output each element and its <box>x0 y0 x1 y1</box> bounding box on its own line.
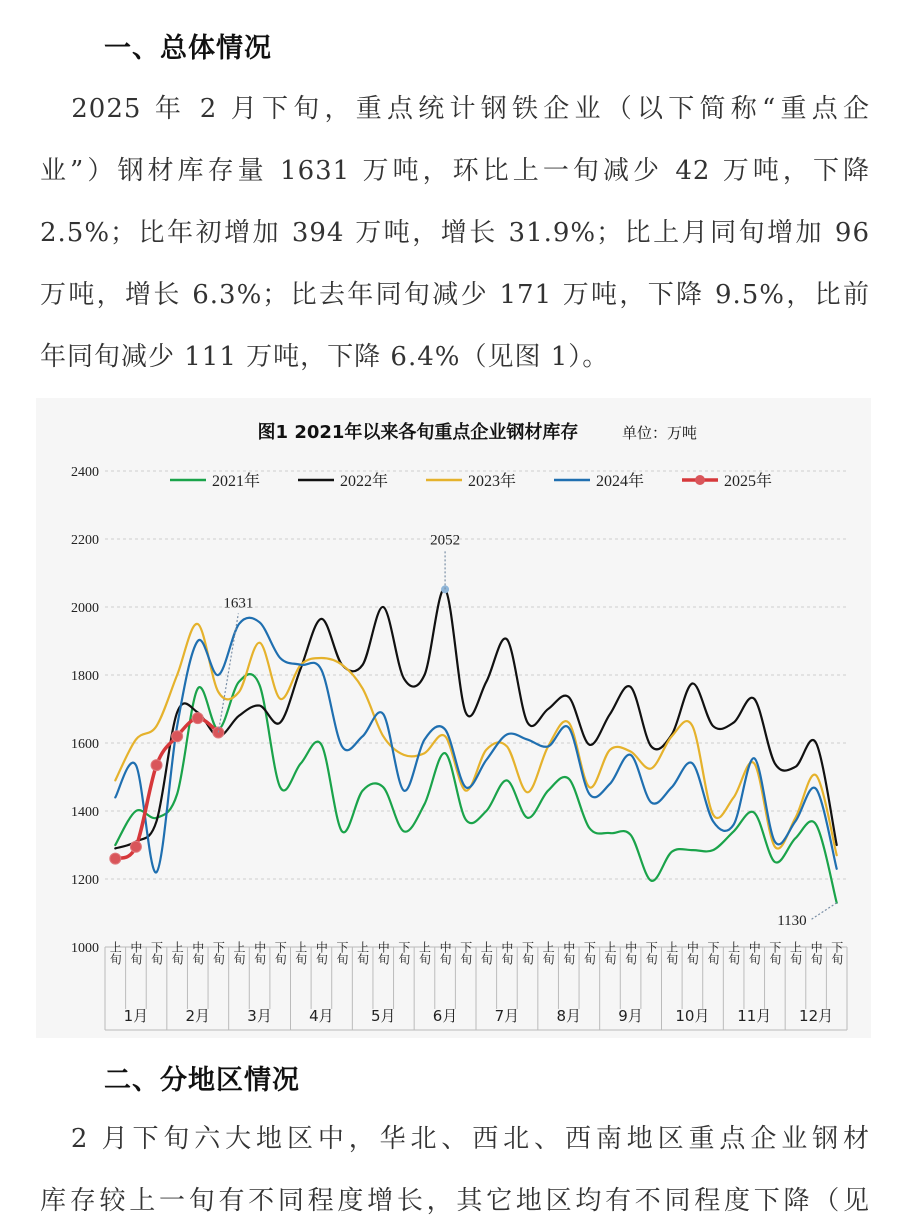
legend-label: 2024年 <box>596 473 645 490</box>
annotation-label: 1130 <box>777 912 807 929</box>
x-sub-label: 下旬 <box>767 941 782 965</box>
x-month-label: 7月 <box>494 1007 520 1025</box>
x-month-label: 12月 <box>799 1007 834 1025</box>
x-month-label: 8月 <box>556 1007 582 1025</box>
legend-label: 2021年 <box>212 473 261 490</box>
x-sub-label: 下旬 <box>582 941 597 965</box>
x-month-label: 6月 <box>432 1007 458 1025</box>
x-month-label: 10月 <box>675 1007 710 1025</box>
y-tick-label: 2200 <box>71 533 99 548</box>
x-sub-label: 上旬 <box>664 941 679 965</box>
y-tick-label: 1200 <box>71 873 99 888</box>
y-tick-label: 1400 <box>71 805 99 820</box>
x-sub-label: 中旬 <box>623 941 638 965</box>
chart-unit: 单位：万吨 <box>622 424 698 442</box>
x-sub-label: 中旬 <box>252 941 267 965</box>
chart-series-lines <box>115 589 836 903</box>
x-sub-label: 中旬 <box>128 941 143 965</box>
x-sub-label: 下旬 <box>458 941 473 965</box>
y-axis <box>71 465 99 956</box>
x-month-label: 4月 <box>309 1007 334 1025</box>
x-sub-label: 下旬 <box>396 941 411 965</box>
x-month-label: 1月 <box>123 1007 149 1025</box>
series-point-2025 <box>110 853 121 864</box>
y-tick-label: 2000 <box>71 601 99 616</box>
paragraph-line: 年同旬减少 111 万吨，下降 6.4%（见图 1）。 <box>40 342 610 372</box>
x-sub-label: 下旬 <box>829 941 844 965</box>
x-month-label: 2月 <box>185 1007 211 1025</box>
chart-title: 图1 2021年以来各旬重点企业钢材库存 <box>257 422 579 443</box>
x-sub-label: 上旬 <box>108 941 123 965</box>
x-sub-label: 下旬 <box>211 941 226 965</box>
paragraph-line: 万吨，增长 6.3%；比去年同旬减少 171 万吨，下降 9.5%，比前 <box>40 280 870 310</box>
x-sub-label: 上旬 <box>541 941 556 965</box>
x-sub-label: 上旬 <box>788 941 803 965</box>
legend-label: 2025年 <box>724 473 773 490</box>
paragraph-line: 业”）钢材库存量 1631 万吨，环比上一旬减少 42 万吨，下降 <box>40 156 870 186</box>
x-month-label: 11月 <box>737 1007 772 1025</box>
legend-label: 2022年 <box>340 473 389 490</box>
inventory-chart-figure <box>36 398 871 1038</box>
paragraph-line: 2025 年 2 月下旬，重点统计钢铁企业（以下简称“重点企 <box>40 94 870 124</box>
paragraph-line: 2 月下旬六大地区中，华北、西北、西南地区重点企业钢材 <box>40 1124 870 1154</box>
x-sub-label: 上旬 <box>355 941 370 965</box>
x-sub-label: 中旬 <box>499 941 514 965</box>
x-sub-label: 上旬 <box>726 941 741 965</box>
x-axis <box>105 940 847 1030</box>
x-sub-label: 上旬 <box>417 941 432 965</box>
x-sub-label: 上旬 <box>293 941 308 965</box>
x-sub-label: 下旬 <box>644 941 659 965</box>
x-sub-label: 下旬 <box>273 941 288 965</box>
section1-paragraph <box>40 78 870 388</box>
y-tick-label: 2400 <box>71 465 99 480</box>
x-sub-label: 下旬 <box>335 941 350 965</box>
series-point-2025 <box>172 731 183 742</box>
y-tick-label: 1000 <box>71 941 99 956</box>
x-sub-label: 下旬 <box>520 941 535 965</box>
legend-marker <box>695 475 705 485</box>
x-sub-label: 上旬 <box>602 941 617 965</box>
x-sub-label: 中旬 <box>376 941 391 965</box>
section1-heading: 一、总体情况 <box>104 33 272 64</box>
x-sub-label: 中旬 <box>747 941 762 965</box>
x-month-label: 9月 <box>618 1007 643 1025</box>
x-sub-label: 上旬 <box>231 941 246 965</box>
inventory-line-chart <box>36 398 871 1038</box>
series-point-2025 <box>151 760 162 771</box>
annotation-label: 1631 <box>223 595 254 612</box>
section2-paragraph <box>40 1108 870 1232</box>
chart-legend <box>170 471 772 490</box>
y-tick-label: 1600 <box>71 737 99 752</box>
y-tick-label: 1800 <box>71 669 99 684</box>
x-sub-label: 下旬 <box>706 941 721 965</box>
x-sub-label: 上旬 <box>170 941 185 965</box>
x-month-label: 3月 <box>247 1007 272 1025</box>
series-line-2022年 <box>115 589 836 848</box>
x-sub-label: 中旬 <box>314 941 329 965</box>
x-sub-label: 中旬 <box>809 941 824 965</box>
x-sub-label: 中旬 <box>685 941 700 965</box>
series-point-2025 <box>130 841 141 852</box>
paragraph-line: 库存较上一旬有不同程度增长，其它地区均有不同程度下降（见 <box>40 1186 870 1216</box>
legend-label: 2023年 <box>468 473 517 490</box>
section2-heading: 二、分地区情况 <box>104 1065 300 1096</box>
x-sub-label: 中旬 <box>190 941 205 965</box>
x-month-label: 5月 <box>370 1007 396 1025</box>
series-line-2025年 <box>115 718 218 858</box>
paragraph-line: 2.5%；比年初增加 394 万吨，增长 31.9%；比上月同旬增加 96 <box>40 218 870 248</box>
x-sub-label: 下旬 <box>149 941 164 965</box>
x-sub-label: 中旬 <box>438 941 453 965</box>
chart-annotations <box>218 532 836 928</box>
series-point-2025 <box>192 713 203 724</box>
series-line-2024年 <box>115 618 836 873</box>
x-sub-label: 中旬 <box>561 941 576 965</box>
annotation-leader <box>811 903 837 920</box>
x-sub-label: 上旬 <box>479 941 494 965</box>
annotation-label: 2052 <box>430 532 461 549</box>
